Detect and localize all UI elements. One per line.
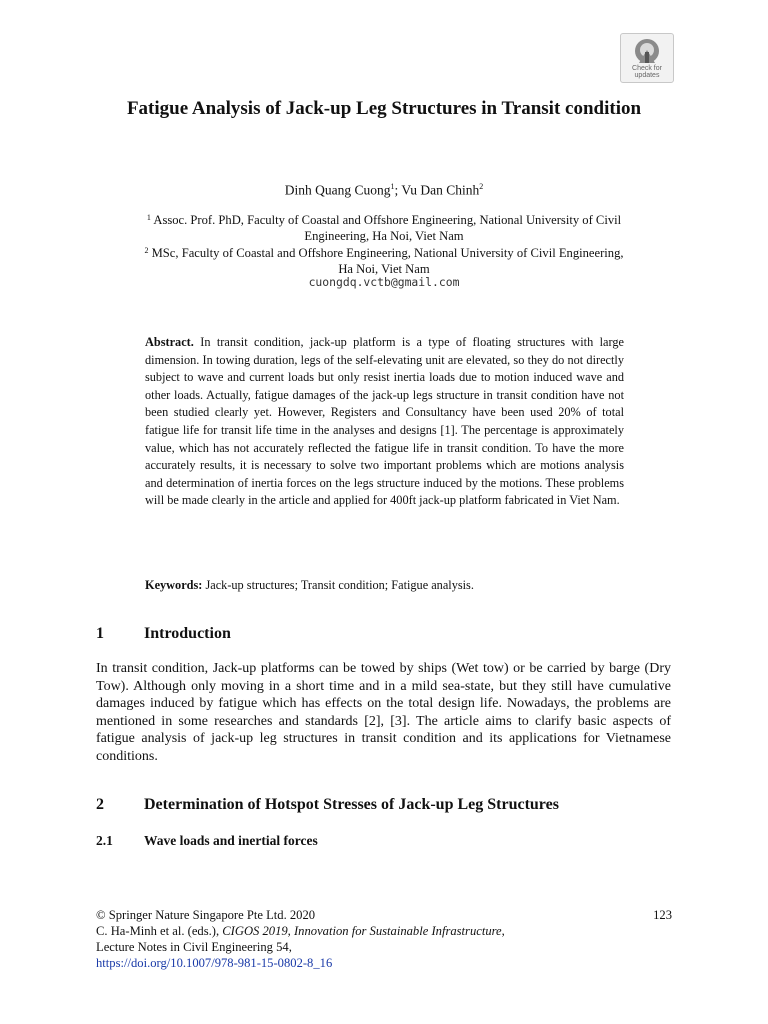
check-for-updates-badge[interactable] xyxy=(620,33,674,83)
page-number: 123 xyxy=(653,908,672,922)
author-separator: ; xyxy=(394,182,402,198)
keywords-text: Jack-up structures; Transit condition; Fatigue analysis. xyxy=(202,578,474,592)
series-line: Lecture Notes in Civil Engineering 54, xyxy=(96,940,292,954)
subsection-number: 2.1 xyxy=(96,833,113,848)
author-2-name: Vu Dan Chinh xyxy=(401,182,480,198)
affiliation-1-mark: 1 xyxy=(146,213,151,222)
citation-editors: C. Ha-Minh et al. (eds.), xyxy=(96,924,223,938)
crossmark-icon xyxy=(634,38,660,64)
copyright-footer xyxy=(96,907,672,971)
author-email-link[interactable]: cuongdq.vctb@gmail.com xyxy=(308,275,460,289)
section-1-number: 1 xyxy=(96,625,104,642)
badge-label xyxy=(632,65,662,79)
section-heading-hotspot-stresses xyxy=(96,795,559,815)
abstract-text: In transit condition, jack-up platform is a type of floating structures with large dimension. In towing duration, legs of the self-elevating unit are elevated, so they do not directly subject to wave and current loads but only resist inertia loads due to motion induced wave and other loads. Actually, fatigue damages of the jack-up legs structure in transit condition have not been studied clearly yet. However, Registers and Consultancy have been used 20% of total fatigue life for transit life time in the analyses and designs [1]. The percentage is approximately value, which has not accurately reflected the fatigue life in transit condition. To have the more accurately results, it is necessary to solve two important problems which are motions analysis and determination of inertia forces on the legs structure induced by the motions. These problems will be made clearly in the article and applied for 400ft jack-up platform fabricated in Viet Nam. xyxy=(145,335,624,508)
abstract xyxy=(145,334,624,510)
author-1-affiliation-mark: 1 xyxy=(390,182,395,191)
author-list xyxy=(96,178,672,199)
section-1-title: Introduction xyxy=(144,625,231,642)
author-2-affiliation-mark: 2 xyxy=(479,182,484,191)
keywords xyxy=(145,577,624,594)
citation-line xyxy=(96,923,672,939)
section-2-number: 2 xyxy=(96,796,104,813)
subsection-title: Wave loads and inertial forces xyxy=(144,833,318,848)
affiliation-1-line-2: Engineering, Ha Noi, Viet Nam xyxy=(304,228,464,243)
badge-line-2: updates xyxy=(634,72,660,79)
badge-line-1: Check for xyxy=(632,65,662,72)
section-heading-introduction xyxy=(96,624,231,644)
citation-comma: , xyxy=(501,924,505,938)
citation-book-title: CIGOS 2019, Innovation for Sustainable Infrastructure xyxy=(222,924,502,938)
author-1-name: Dinh Quang Cuong xyxy=(284,182,391,198)
affiliation-1-line-1: Assoc. Prof. PhD, Faculty of Coastal and Offshore Engineering, National University of Civil xyxy=(150,213,622,227)
abstract-label: Abstract. xyxy=(145,335,194,349)
introduction-paragraph: In transit condition, Jack-up platforms can be towed by ships (Wet tow) or be carried by barge (Dry Tow). Although only moving in a short time and in a mild sea-state, but they still have cumulative damages induced by fatigue which has effects on the total design life. Nowadays, the problems are mentioned in some researches and standards [2], [3]. The article aims to clarify basic aspects of fatigue analysis of jack-up leg structures in transit condition and its applications for Vietnamese conditions. xyxy=(96,661,671,764)
doi-link[interactable]: https://doi.org/10.1007/978-981-15-0802-8_16 xyxy=(96,956,333,970)
keywords-label: Keywords: xyxy=(145,578,203,592)
affiliation-2-mark: 2 xyxy=(144,246,149,255)
paper-title: Fatigue Analysis of Jack-up Leg Structures in Transit condition xyxy=(126,98,642,119)
subsection-heading-wave-loads xyxy=(96,832,318,850)
affiliation-2-line-1: MSc, Faculty of Coastal and Offshore Engineering, National University of Civil Engineering, xyxy=(148,246,624,260)
copyright-line: © Springer Nature Singapore Pte Ltd. 2020 xyxy=(96,908,316,922)
affiliation-2 xyxy=(100,243,668,277)
affiliation-1 xyxy=(100,210,668,244)
section-2-title: Determination of Hotspot Stresses of Jack-up Leg Structures xyxy=(144,796,559,813)
affiliation-2-line-2: Ha Noi, Viet Nam xyxy=(338,261,430,276)
